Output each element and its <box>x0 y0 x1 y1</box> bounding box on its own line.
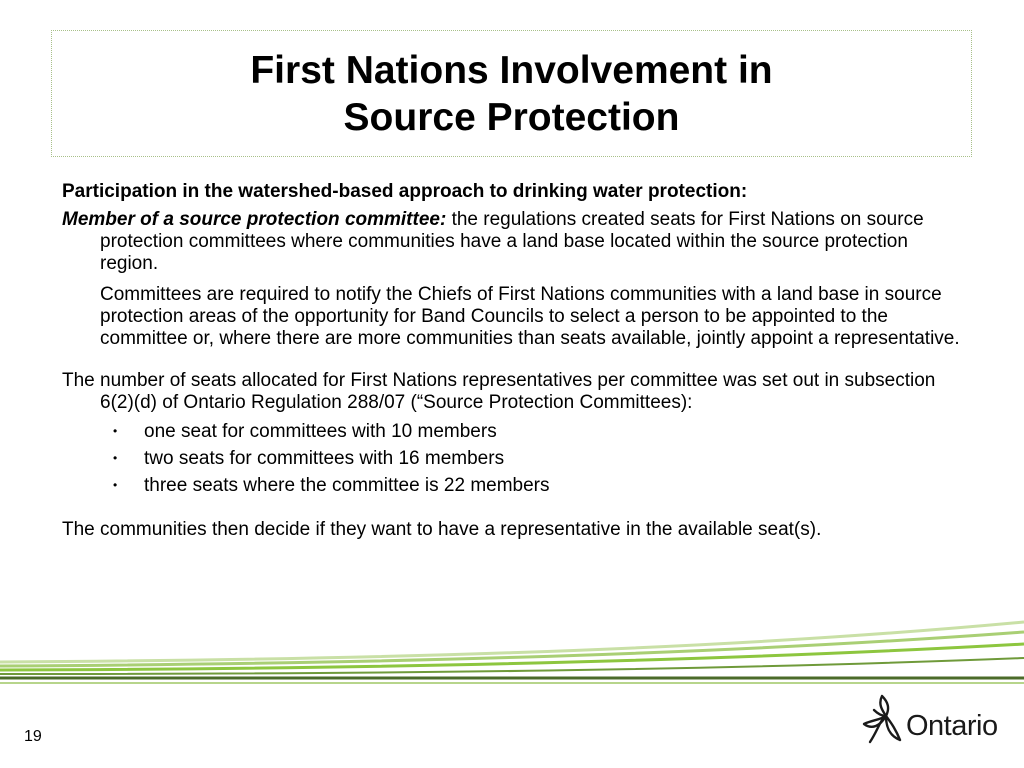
seat-bullet-list <box>62 418 962 499</box>
bullet-icon: • <box>113 478 118 492</box>
green-swoosh-decoration <box>0 600 1024 690</box>
committees-paragraph: Committees are required to notify the Chiefs of First Nations communities with a land base in source protection areas of the opportunity for Band Councils to select a person to be appointed to the committee or, where there are more communities than seats available, jointly appoint a representative. <box>100 284 960 349</box>
member-paragraph <box>62 209 962 275</box>
list-item <box>62 445 962 472</box>
title-box <box>51 30 972 157</box>
seats-paragraph: The number of seats allocated for First Nations representatives per committee was set out in subsection 6(2)(d) of Ontario Regulation 288/07 (“Source Protection Committees): <box>62 370 936 413</box>
bullet-text: three seats where the committee is 22 members <box>144 475 550 496</box>
page-number: 19 <box>24 728 42 745</box>
member-term: Member of a source protection committee <box>62 209 440 230</box>
bullet-icon: • <box>113 451 118 465</box>
closing-paragraph: The communities then decide if they want to have a representative in the available seat(s). <box>62 519 822 540</box>
slide-title-line-2: Source Protection <box>343 95 680 139</box>
bullet-icon: • <box>113 424 118 438</box>
member-text: the regulations created seats for First Nations on source protection committees where communities have a land base located within the source protection region. <box>100 209 924 274</box>
bullet-text: two seats for committees with 16 members <box>144 448 505 469</box>
bullet-text: one seat for committees with 10 members <box>144 421 497 442</box>
slide-body <box>62 181 962 541</box>
ontario-logo-text: Ontario <box>906 710 998 742</box>
list-item <box>62 472 962 499</box>
list-item <box>62 418 962 445</box>
member-colon: : <box>439 209 447 230</box>
slide-title-line-1: First Nations Involvement in <box>250 48 773 92</box>
lead-heading: Participation in the watershed-based approach to drinking water protection: <box>62 181 748 202</box>
